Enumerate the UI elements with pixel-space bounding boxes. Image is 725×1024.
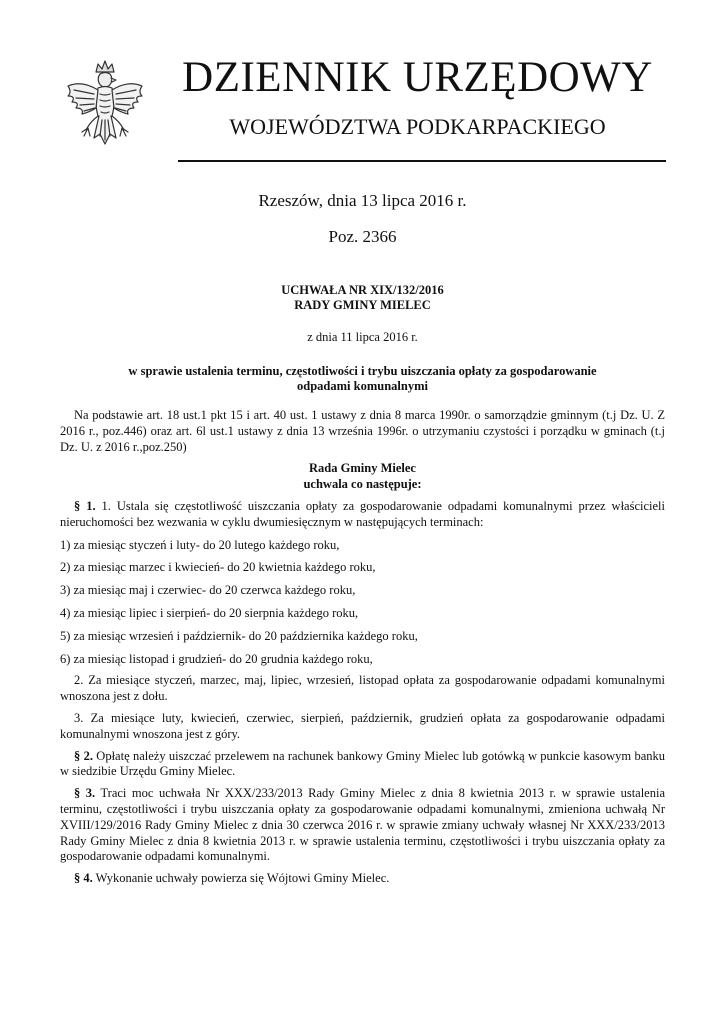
section-1-text: 1. Ustala się częstotliwość uiszczania opłaty za gospodarowanie odpadami komunalnymi przez właścicieli nieruchomości bez wezwania w cyklu dwumiesięcznym w następujących terminach: bbox=[60, 498, 665, 529]
act-subject-line1: w sprawie ustalenia terminu, częstotliwości i trybu uiszczania opłaty za gospodarowanie bbox=[128, 364, 597, 378]
council-resolves: uchwala co następuje: bbox=[303, 477, 422, 492]
list-item: 1) za miesiąc styczeń i luty- do 20 lutego każdego roku, bbox=[60, 537, 340, 552]
act-date: z dnia 11 lipca 2016 r. bbox=[307, 330, 418, 344]
section-2 bbox=[60, 749, 665, 781]
list-item: 3) za miesiąc maj i czerwiec- do 20 czerwca każdego roku, bbox=[60, 583, 356, 598]
list-item: 4) za miesiąc lipiec i sierpień- do 20 sierpnia każdego roku, bbox=[60, 605, 359, 620]
act-title bbox=[0, 283, 725, 313]
act-subject-line2: odpadami komunalnymi bbox=[297, 379, 428, 393]
council-name: Rada Gminy Mielec bbox=[309, 461, 416, 476]
section-3 bbox=[60, 786, 665, 865]
document-body bbox=[60, 408, 665, 887]
section-2-mark: § 2. bbox=[74, 748, 93, 763]
act-title-line2: RADY GMINY MIELEC bbox=[294, 298, 431, 312]
section-1-point-2: 2. Za miesiące styczeń, marzec, maj, lipiec, wrzesień, listopad opłata za gospodarowanie odpadami komunalnymi wnoszona jest z dołu. bbox=[60, 673, 665, 704]
list-item: 5) za miesiąc wrzesień i październik- do 20 października każdego roku, bbox=[60, 628, 418, 643]
section-3-text: Traci moc uchwała Nr XXX/233/2013 Rady Gminy Mielec z dnia 8 kwietnia 2013 r. w sprawie ustalenia terminu, częstotliwości i trybu uiszczania opłaty za gospodarowanie odpadami komunalnymi, zmieniona uchwałą Nr XVIII/129/2016 Rady Gminy Mielec z dnia 30 czerwca 2016 r. w sprawie zmiany uchwały własnej Nr XXX/233/2013 Rady Gminy Mielec z dnia 8 kwietnia 2013 r. w sprawie ustalenia terminu, częstotliwości i trybu uiszczania opłaty za gospodarowanie odpadami komunalnymi. bbox=[60, 786, 666, 864]
journal-title: DZIENNIK URZĘDOWY bbox=[182, 54, 653, 101]
section-1 bbox=[60, 499, 665, 531]
section-4-mark: § 4. bbox=[74, 871, 93, 886]
publication-place-date: Rzeszów, dnia 13 lipca 2016 r. bbox=[258, 191, 467, 210]
section-4-text: Wykonanie uchwały powierza się Wójtowi Gminy Mielec. bbox=[92, 871, 390, 886]
section-1-mark: § 1. bbox=[74, 498, 96, 513]
act-subject bbox=[60, 364, 665, 394]
legal-basis: Na podstawie art. 18 ust.1 pkt 15 i art. 40 ust. 1 ustawy z dnia 8 marca 1990r. o samorządzie gminnym (t.j Dz. U. Z 2016 r., poz.446) oraz art. 6l ust.1 ustawy z dnia 13 września 1996r. o utrzymaniu czystości i porządku w gminach (t.j Dz. U. z 2016 r.,poz.250) bbox=[60, 408, 665, 454]
section-1-point-3: 3. Za miesiące luty, kwiecień, czerwiec, sierpień, październik, grudzień opłata za gospodarowanie odpadami komunalnymi wnoszona jest z góry. bbox=[60, 710, 665, 741]
act-title-line1: UCHWAŁA NR XIX/132/2016 bbox=[281, 283, 444, 297]
list-item: 2) za miesiąc marzec i kwiecień- do 20 kwietnia każdego roku, bbox=[60, 560, 376, 575]
section-2-text: Opłatę należy uiszczać przelewem na rachunek bankowy Gminy Mielec lub gotówką w punkcie kasowym banku w siedzibie Urzędu Gminy Mielec. bbox=[60, 748, 666, 779]
section-3-mark: § 3. bbox=[74, 786, 96, 801]
header-divider bbox=[178, 160, 666, 162]
eagle-emblem-icon bbox=[60, 58, 150, 168]
council-heading bbox=[60, 461, 665, 493]
journal-subtitle: WOJEWÓDZTWA PODKARPACKIEGO bbox=[229, 114, 606, 139]
section-4 bbox=[60, 871, 665, 887]
position-number: Poz. 2366 bbox=[328, 227, 397, 246]
list-item: 6) za miesiąc listopad i grudzień- do 20 grudnia każdego roku, bbox=[60, 651, 373, 666]
